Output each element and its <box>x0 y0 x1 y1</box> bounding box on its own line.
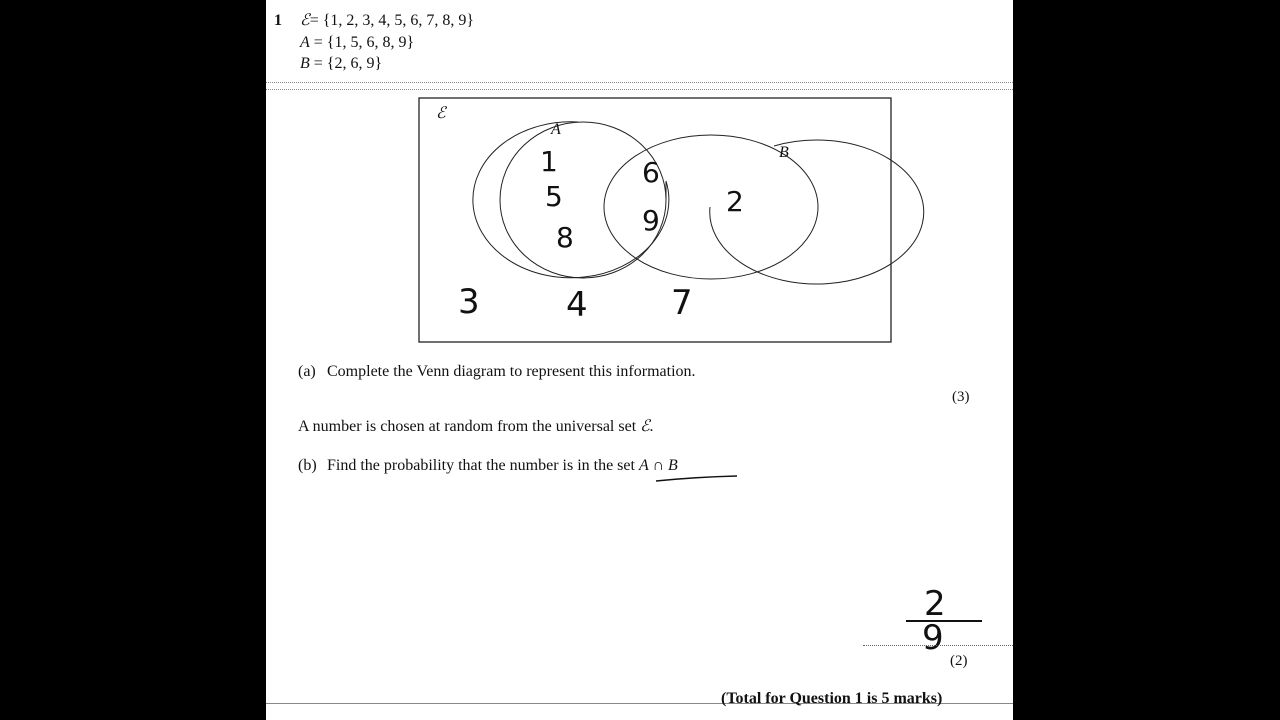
part-b-label: (b) <box>298 457 317 474</box>
set-b-elements: = {2, 6, 9} <box>309 55 383 72</box>
b-only-value: 2 <box>726 185 744 218</box>
part-b-set-expression: A ∩ B <box>638 457 678 474</box>
answer-denominator: 9 <box>922 618 944 658</box>
exam-page <box>266 0 1013 720</box>
part-a-text: Complete the Venn diagram to represent this information. <box>327 363 696 380</box>
question-number: 1 <box>274 12 282 29</box>
intersection-value: 9 <box>642 204 660 237</box>
set-a-elements: = {1, 5, 6, 8, 9} <box>309 34 415 51</box>
a-only-value: 1 <box>540 145 558 178</box>
answer-numerator: 2 <box>924 584 946 624</box>
part-a-marks: (3) <box>952 389 970 405</box>
universal-set-elements: = {1, 2, 3, 4, 5, 6, 7, 8, 9} <box>309 12 475 29</box>
part-b-marks: (2) <box>950 653 968 669</box>
universal-set-symbol: ℰ <box>300 12 310 29</box>
outside-value: 4 <box>566 285 588 325</box>
part-b-question: Find the probability that the number is in the set <box>327 457 639 474</box>
outside-value: 7 <box>671 283 693 323</box>
stem-symbol: ℰ. <box>640 418 654 435</box>
set-a-name: A <box>300 34 310 51</box>
a-only-value: 5 <box>545 180 563 213</box>
answer-line <box>863 645 1013 646</box>
intersection-value: 6 <box>642 156 660 189</box>
answer-fraction-bar <box>266 0 1013 720</box>
part-a-label: (a) <box>298 363 316 380</box>
venn-set-b-label: B <box>779 144 789 161</box>
total-marks: (Total for Question 1 is 5 marks) <box>721 690 943 707</box>
stem-text: A number is chosen at random from the universal set <box>298 418 641 435</box>
venn-set-a-label: A <box>551 121 561 138</box>
outside-value: 3 <box>458 282 480 322</box>
a-only-value: 8 <box>556 221 574 254</box>
venn-universal-label: ℰ <box>436 105 446 122</box>
set-b-name: B <box>300 55 310 72</box>
